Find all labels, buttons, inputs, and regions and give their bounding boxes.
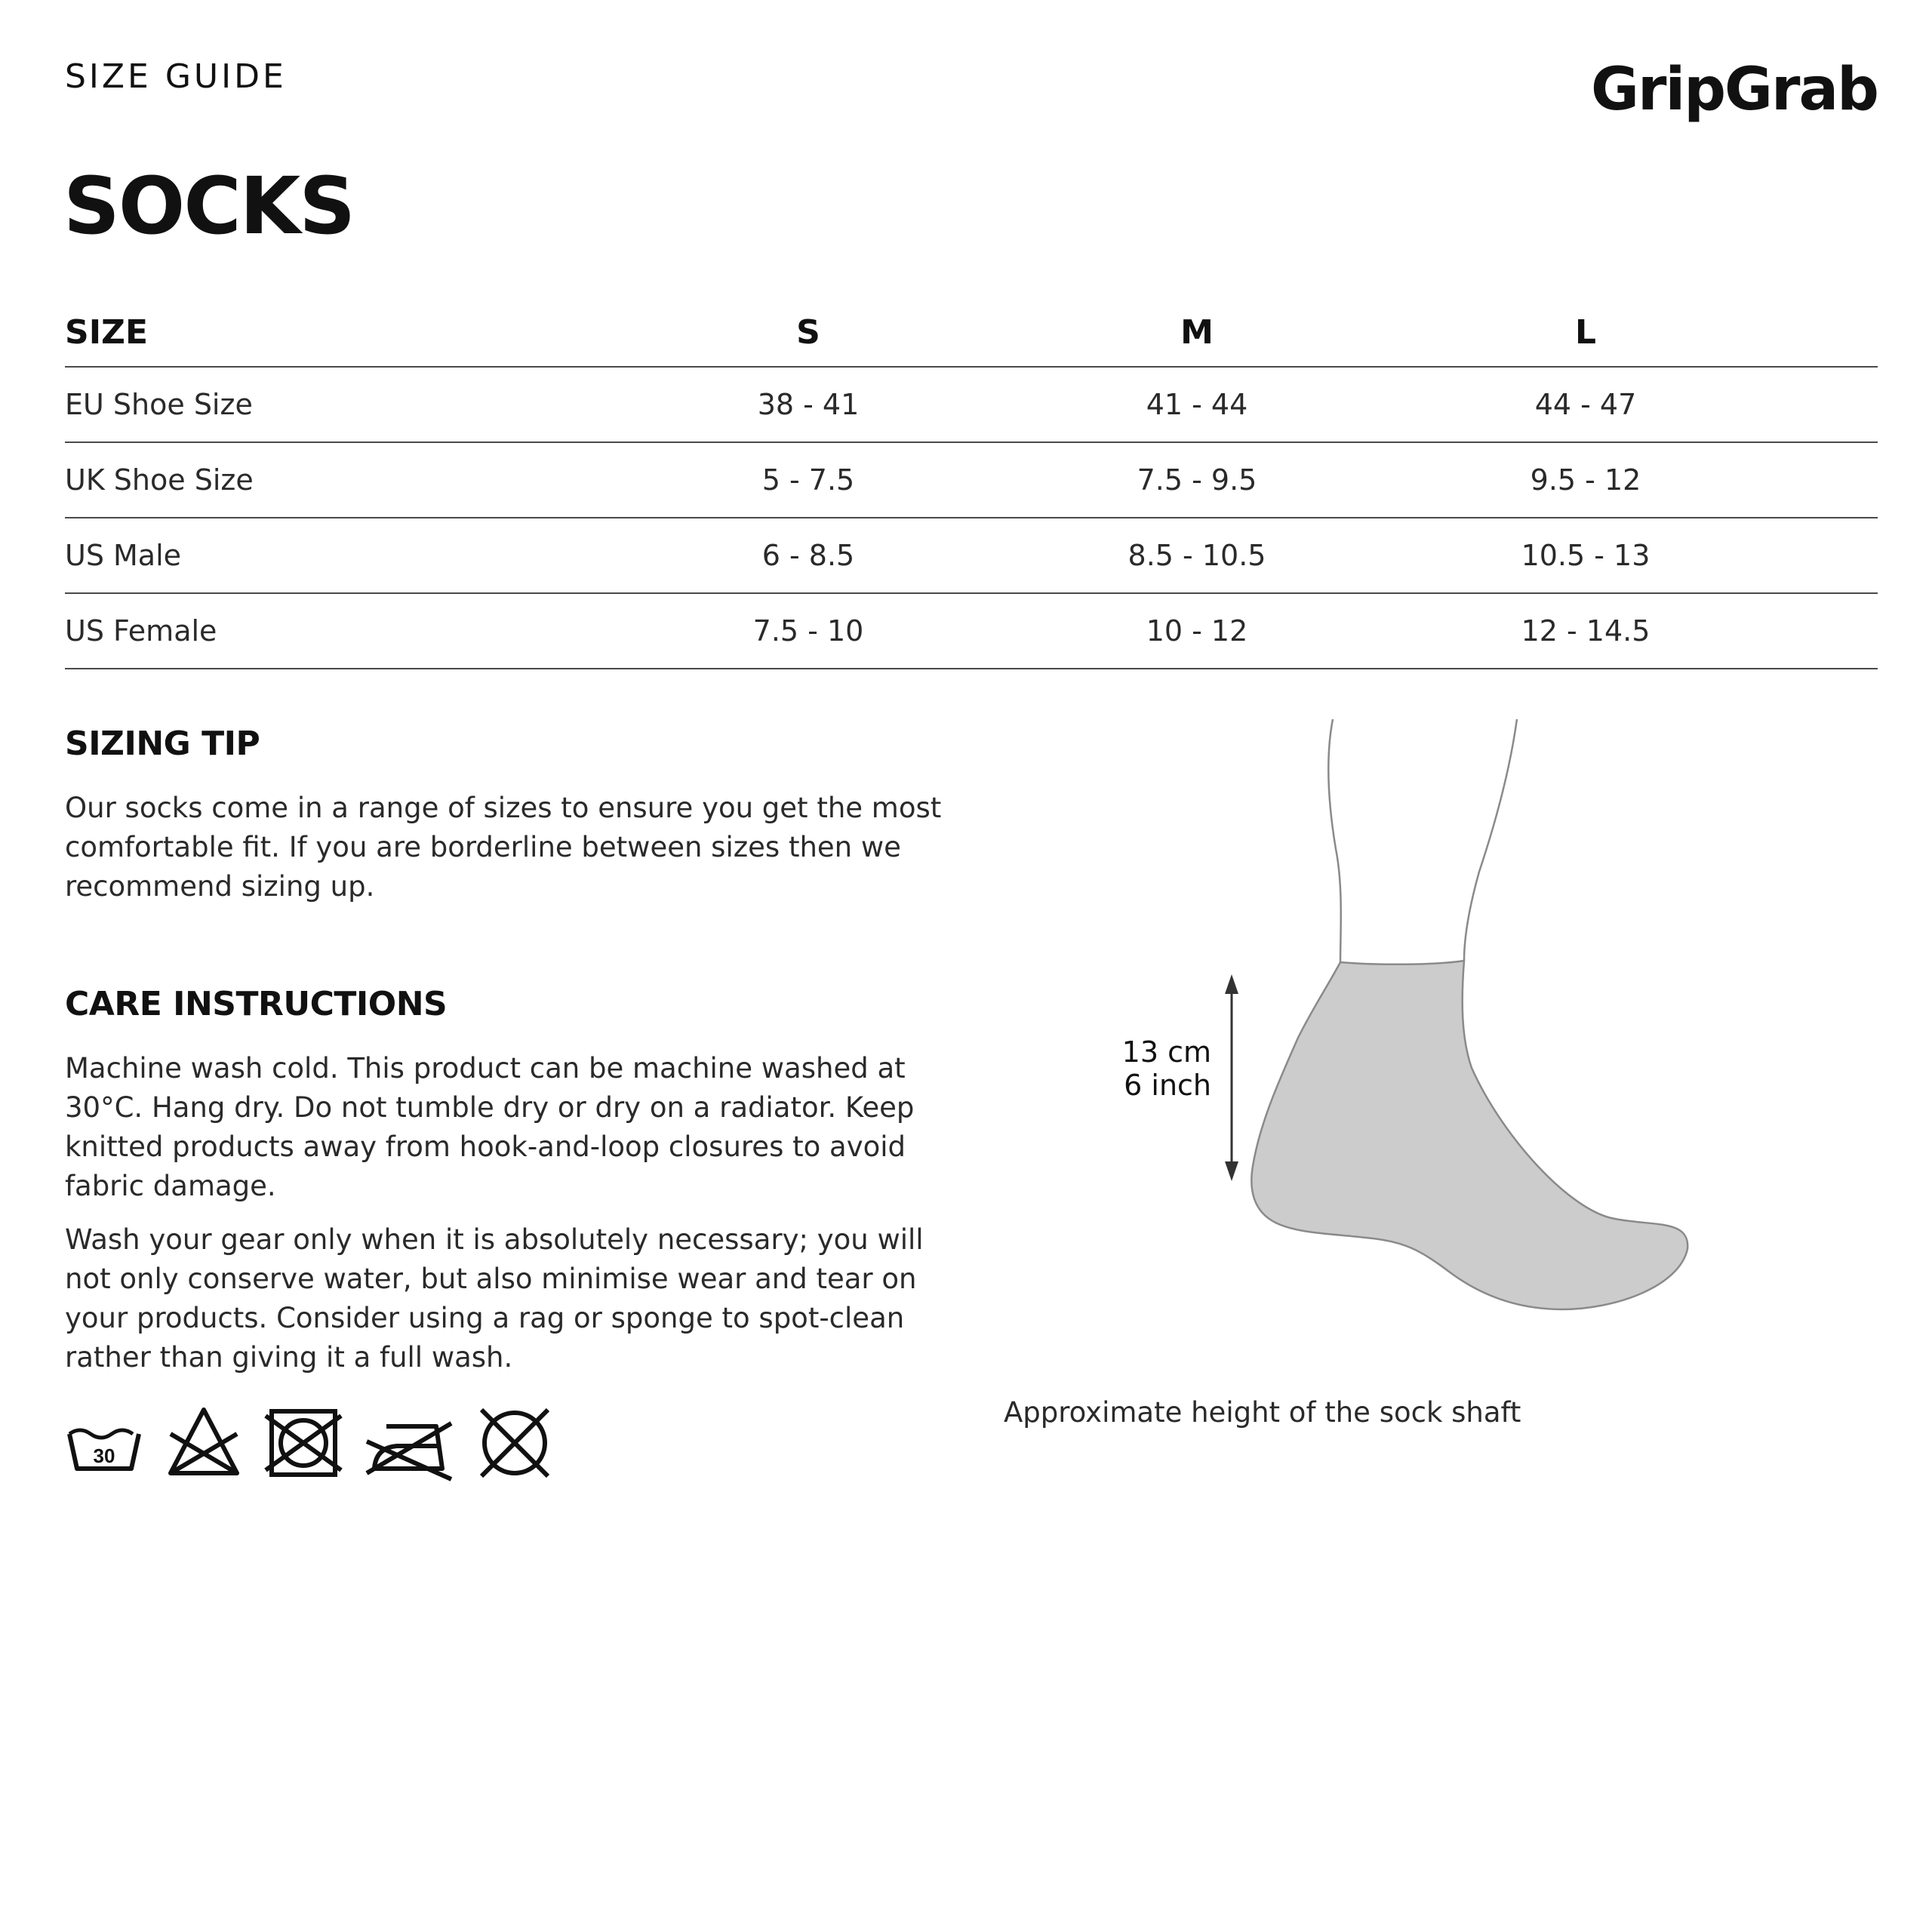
- table-row-us-female: [65, 594, 1878, 669]
- table-cell: 41 - 44: [1146, 388, 1248, 421]
- wash-30-icon: [65, 1404, 143, 1482]
- sizing-tip-heading: SIZING TIP: [65, 724, 260, 763]
- sizing-tip-text: Our socks come in a range of sizes to ensure you get the most comfortable fit. If you are borderline between sizes then we recommend sizing up.: [65, 792, 942, 903]
- size-guide-label: SIZE GUIDE: [65, 57, 287, 96]
- care-icons: [65, 1404, 554, 1482]
- row-label: US Female: [65, 614, 217, 648]
- arrow-down-icon: [1225, 1161, 1238, 1181]
- leg-outline-front: [1464, 719, 1517, 961]
- table-cell: 12 - 14.5: [1521, 614, 1651, 648]
- care-instructions-heading: CARE INSTRUCTIONS: [65, 985, 448, 1023]
- row-label: EU Shoe Size: [65, 388, 253, 421]
- table-cell: 9.5 - 12: [1530, 463, 1641, 497]
- measurement-cm: 13 cm: [1121, 1035, 1211, 1069]
- table-header-row: [65, 298, 1878, 368]
- care-instructions-text: Machine wash cold. This product can be machine washed at 30°C. Hang dry. Do not tumble dry or dry on a radiator. Keep knitted products away from hook-and-loop closures to avoid fabric damage.: [65, 1052, 915, 1202]
- table-row-us-male: [65, 518, 1878, 594]
- column-header-size: SIZE: [65, 312, 149, 352]
- table-cell: 10 - 12: [1146, 614, 1248, 648]
- no-dry-clean-icon: [475, 1404, 554, 1482]
- column-header-l: L: [1574, 312, 1597, 352]
- table-cell: 10.5 - 13: [1521, 539, 1651, 572]
- no-bleach-icon: [165, 1404, 243, 1482]
- illustration-caption: Approximate height of the sock shaft: [1004, 1396, 1521, 1429]
- size-table: [65, 298, 1878, 669]
- measurement-inch: 6 inch: [1124, 1069, 1211, 1102]
- column-header-m: M: [1180, 312, 1214, 352]
- table-cell: 38 - 41: [757, 388, 860, 421]
- wash-temp-label: 30: [93, 1444, 115, 1467]
- arrow-up-icon: [1225, 974, 1238, 994]
- table-cell: 44 - 47: [1534, 388, 1637, 421]
- sock-shape: [1251, 961, 1687, 1309]
- table-cell: 7.5 - 10: [752, 614, 864, 648]
- row-label: US Male: [65, 539, 182, 572]
- gripgrab-logo: GripGrab: [1590, 56, 1878, 124]
- table-cell: 7.5 - 9.5: [1137, 463, 1257, 497]
- leg-outline-back: [1328, 719, 1341, 962]
- table-row-uk: [65, 443, 1878, 518]
- sock-illustration: [1117, 713, 1706, 1317]
- page-title: SOCKS: [63, 160, 355, 252]
- column-header-s: S: [796, 312, 820, 352]
- table-cell: 8.5 - 10.5: [1128, 539, 1266, 572]
- no-tumble-dry-icon: [264, 1404, 343, 1482]
- sock-diagram: [1117, 713, 1706, 1317]
- care-conservation-text: Wash your gear only when it is absolutely necessary; you will not only conserve water, but also minimise wear and tear on your products. Consider using a rag or sponge to spot-clean rather than giving it a full wash.: [65, 1223, 924, 1374]
- table-row-eu: [65, 368, 1878, 443]
- row-label: UK Shoe Size: [65, 463, 254, 497]
- no-iron-icon: [364, 1404, 454, 1482]
- table-cell: 5 - 7.5: [761, 463, 855, 497]
- table-cell: 6 - 8.5: [761, 539, 855, 572]
